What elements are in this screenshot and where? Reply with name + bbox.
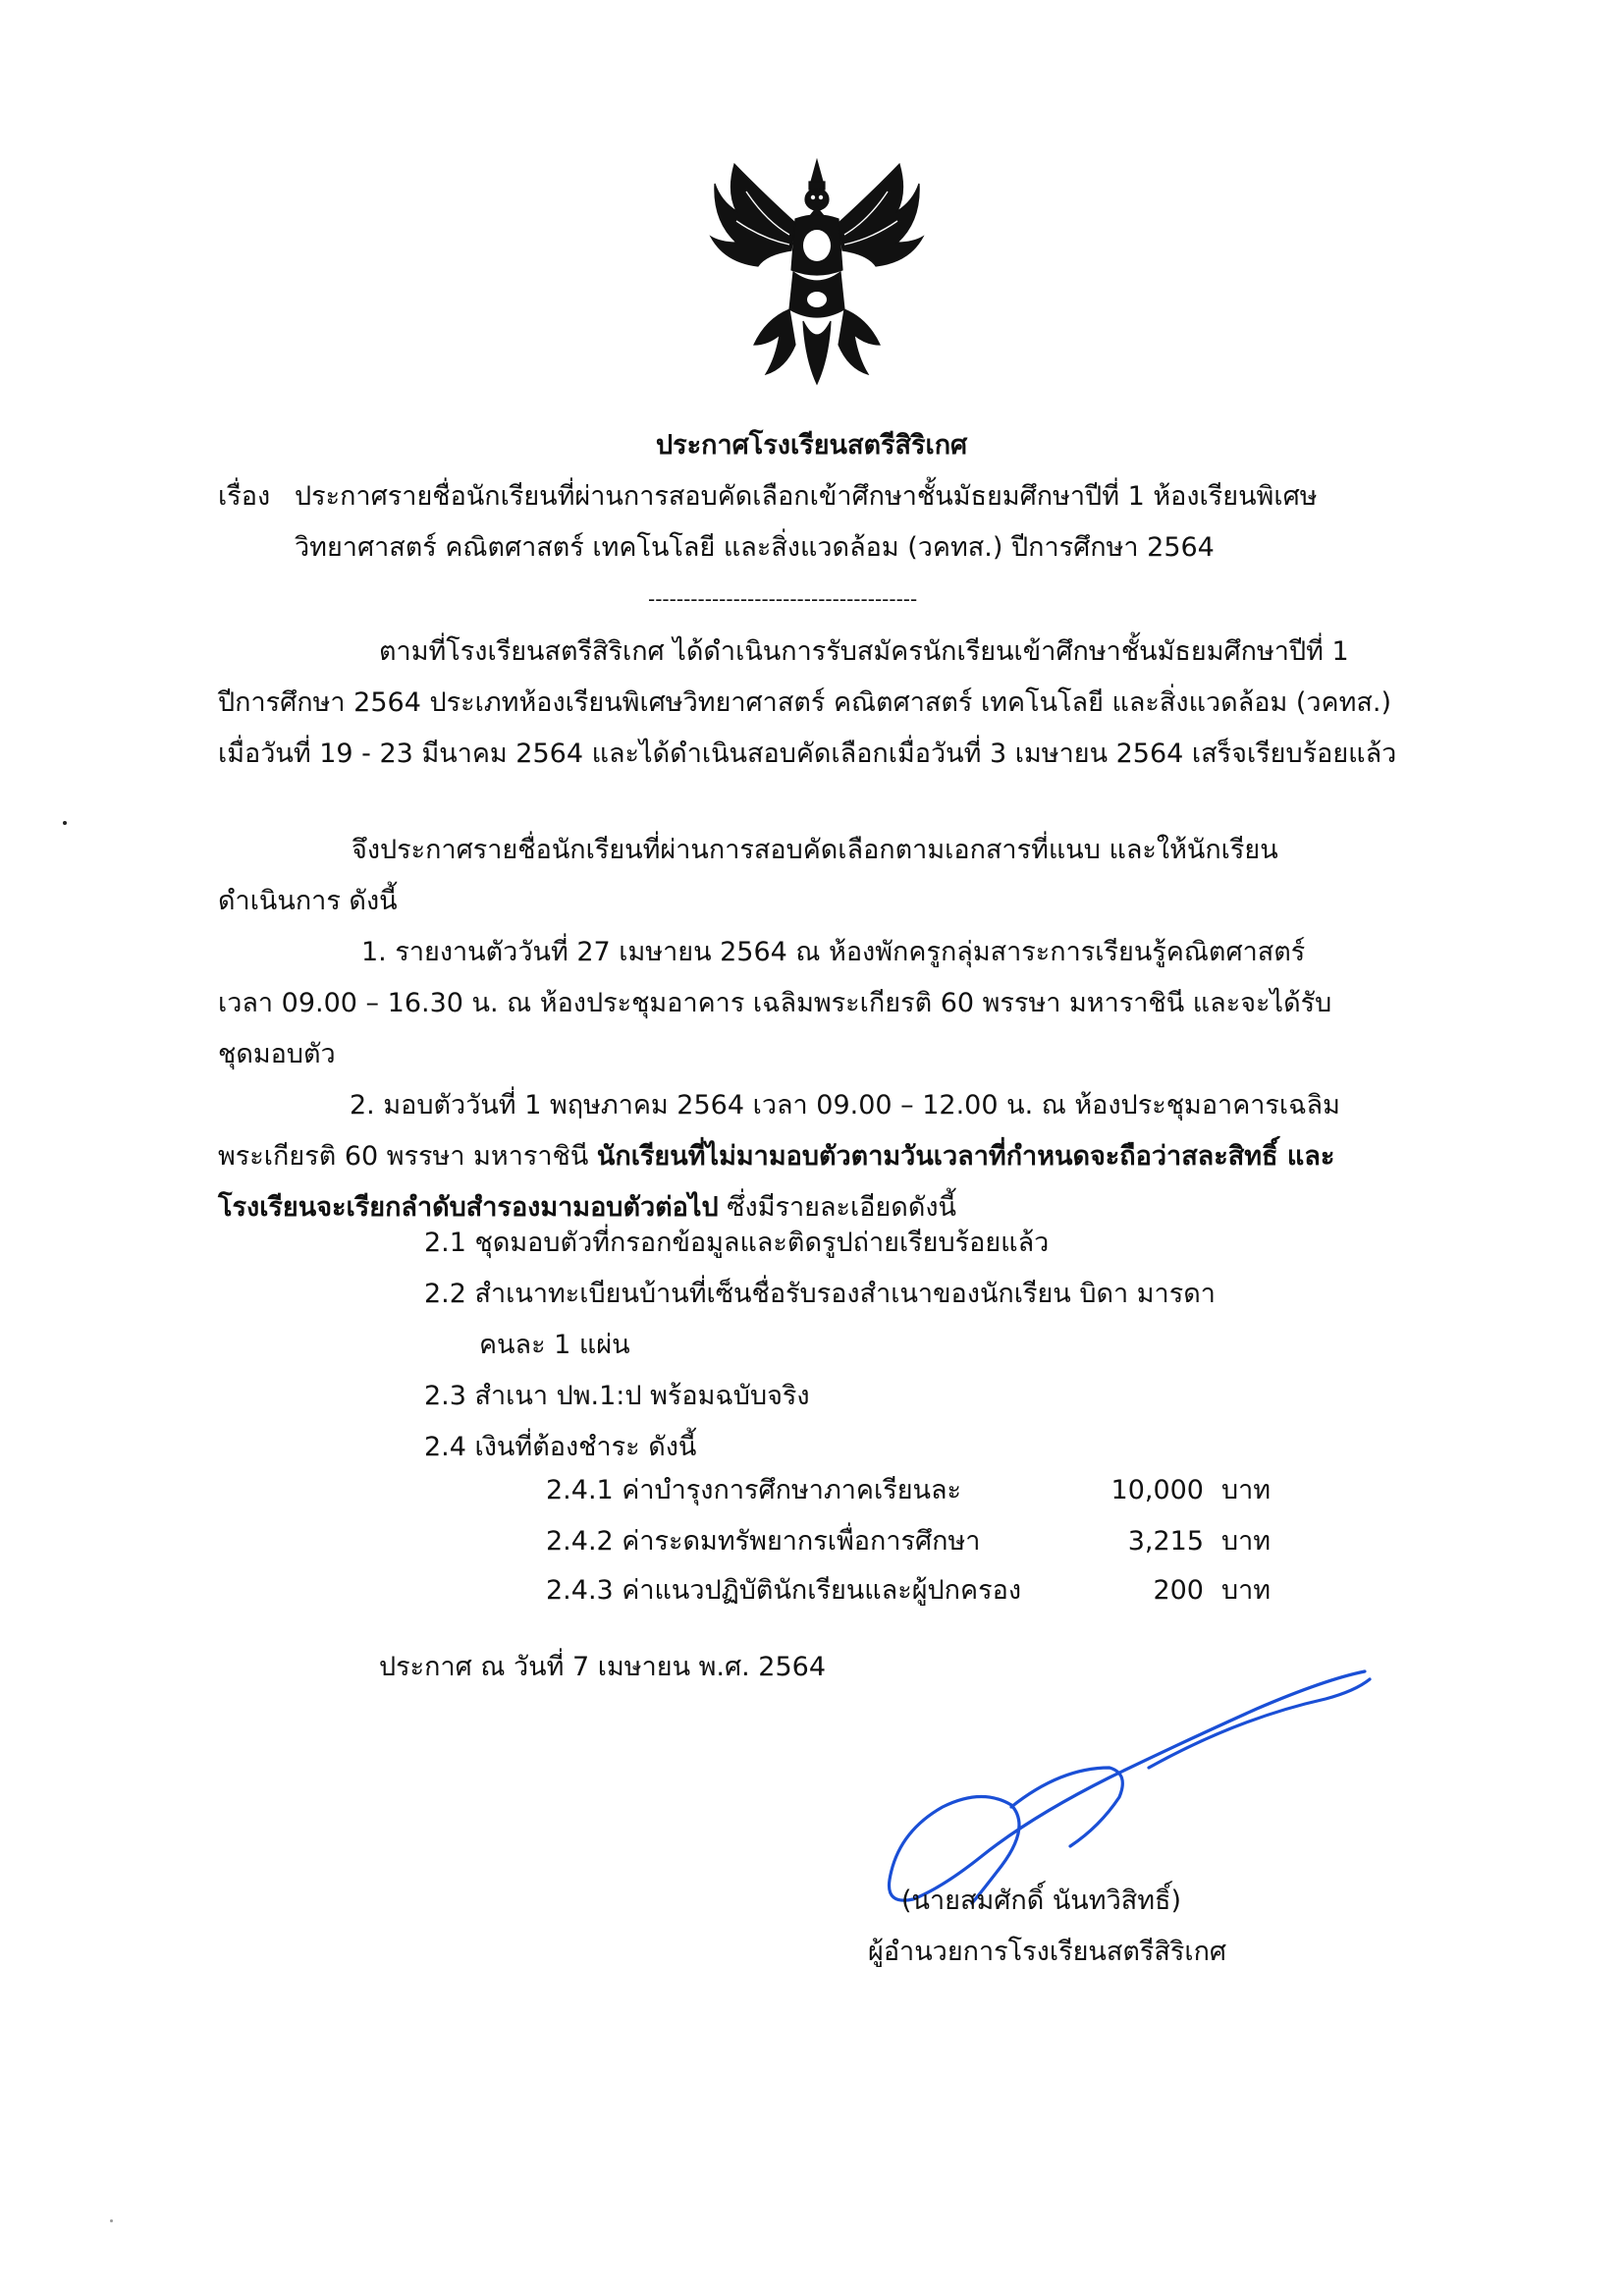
sub-item-2-3: 2.3 สำเนา ปพ.1:ป พร้อมฉบับจริง (424, 1381, 810, 1411)
fee-row-amount: 3,215 (1127, 1526, 1204, 1557)
item-2-line-1: 2. มอบตัววันที่ 1 พฤษภาคม 2564 เวลา 09.00 – 12.00 น. ณ ห้องประชุมอาคารเฉลิม (350, 1090, 1340, 1121)
scan-speck (63, 821, 67, 825)
item-1-line-3: ชุดมอบตัว (218, 1039, 336, 1069)
paragraph-1-line-1: ตามที่โรงเรียนสตรีสิริเกศ ได้ดำเนินการรับสมัครนักเรียนเข้าศึกษาชั้นมัธยมศึกษาปีที่ 1 (379, 636, 1349, 667)
paragraph-1-line-2: ปีการศึกษา 2564 ประเภทห้องเรียนพิเศษวิทยาศาสตร์ คณิตศาสตร์ เทคโนโลยี และสิ่งแวดล้อม (วคทส.) (218, 687, 1391, 718)
sub-item-2-4: 2.4 เงินที่ต้องชำระ ดังนี้ (424, 1432, 697, 1462)
subject-line-1: ประกาศรายชื่อนักเรียนที่ผ่านการสอบคัดเลือกเข้าศึกษาชั้นมัธยมศึกษาปีที่ 1 ห้องเรียนพิเศษ (295, 481, 1318, 512)
signer-name: (นายสมศักดิ์ นันทวิสิทธิ์) (901, 1886, 1182, 1916)
sub-item-2-2-line-1: 2.2 สำเนาทะเบียนบ้านที่เซ็นชื่อรับรองสำเนาของนักเรียน บิดา มารดา (424, 1279, 1216, 1309)
signer-title: ผู้อำนวยการโรงเรียนสตรีสิริเกศ (868, 1937, 1227, 1967)
subject-line-2: วิทยาศาสตร์ คณิตศาสตร์ เทคโนโลยี และสิ่งแวดล้อม (วคทส.) ปีการศึกษา 2564 (295, 532, 1215, 563)
fee-row-unit: บาท (1221, 1575, 1272, 1606)
fee-row-unit: บาท (1221, 1475, 1272, 1505)
fee-row-label: 2.4.3 ค่าแนวปฏิบัตินักเรียนและผู้ปกครอง (546, 1575, 1021, 1606)
item-2-line-2-emphasis: นักเรียนที่ไม่มามอบตัวตามวันเวลาที่กำหนดจะถือว่าสละสิทธิ์ และ (596, 1141, 1335, 1172)
item-2-line-3 (218, 1190, 956, 1226)
scan-speck (110, 2219, 113, 2222)
header-divider: -------------------------------------- (648, 587, 918, 611)
item-1-line-2: เวลา 09.00 – 16.30 น. ณ ห้องประชุมอาคาร เฉลิมพระเกียรติ 60 พรรษา มหาราชินี และจะได้รับ (218, 988, 1332, 1018)
fee-row-amount: 200 (1153, 1575, 1204, 1606)
fee-row-unit: บาท (1221, 1526, 1272, 1557)
paragraph-2-line-2: ดำเนินการ ดังนี้ (218, 886, 398, 916)
item-2-line-2-text: พระเกียรติ 60 พรรษา มหาราชินี (218, 1141, 597, 1172)
item-2-line-3-emphasis: โรงเรียนจะเรียกลำดับสำรองมามอบตัวต่อไป (218, 1192, 719, 1223)
sub-item-2-1: 2.1 ชุดมอบตัวที่กรอกข้อมูลและติดรูปถ่ายเรียบร้อยแล้ว (424, 1228, 1050, 1258)
fee-row-label: 2.4.2 ค่าระดมทรัพยากรเพื่อการศึกษา (546, 1526, 981, 1557)
item-1-line-1: 1. รายงานตัววันที่ 27 เมษายน 2564 ณ ห้องพักครูกลุ่มสาระการเรียนรู้คณิตศาสตร์ (361, 937, 1306, 967)
fee-row-label: 2.4.1 ค่าบำรุงการศึกษาภาคเรียนละ (546, 1475, 962, 1505)
garuda-emblem-icon (707, 152, 928, 388)
announcement-date: ประกาศ ณ วันที่ 7 เมษายน พ.ศ. 2564 (379, 1652, 827, 1682)
fee-row-amount: 10,000 (1110, 1475, 1204, 1505)
sub-item-2-2-line-2: คนละ 1 แผ่น (479, 1330, 630, 1360)
subject-label: เรื่อง (218, 481, 271, 512)
paragraph-1-line-3: เมื่อวันที่ 19 - 23 มีนาคม 2564 และได้ดำเนินสอบคัดเลือกเมื่อวันที่ 3 เมษายน 2564 เสร็จเรียบร้อยแล้ว (218, 738, 1397, 769)
item-2-line-3-text: ซึ่งมีรายละเอียดดังนี้ (718, 1192, 957, 1223)
item-2-line-2 (218, 1139, 1334, 1175)
paragraph-2-line-1: จึงประกาศรายชื่อนักเรียนที่ผ่านการสอบคัดเลือกตามเอกสารที่แนบ และให้นักเรียน (352, 835, 1278, 865)
announcement-title: ประกาศโรงเรียนสตรีสิริเกศ (656, 430, 968, 461)
